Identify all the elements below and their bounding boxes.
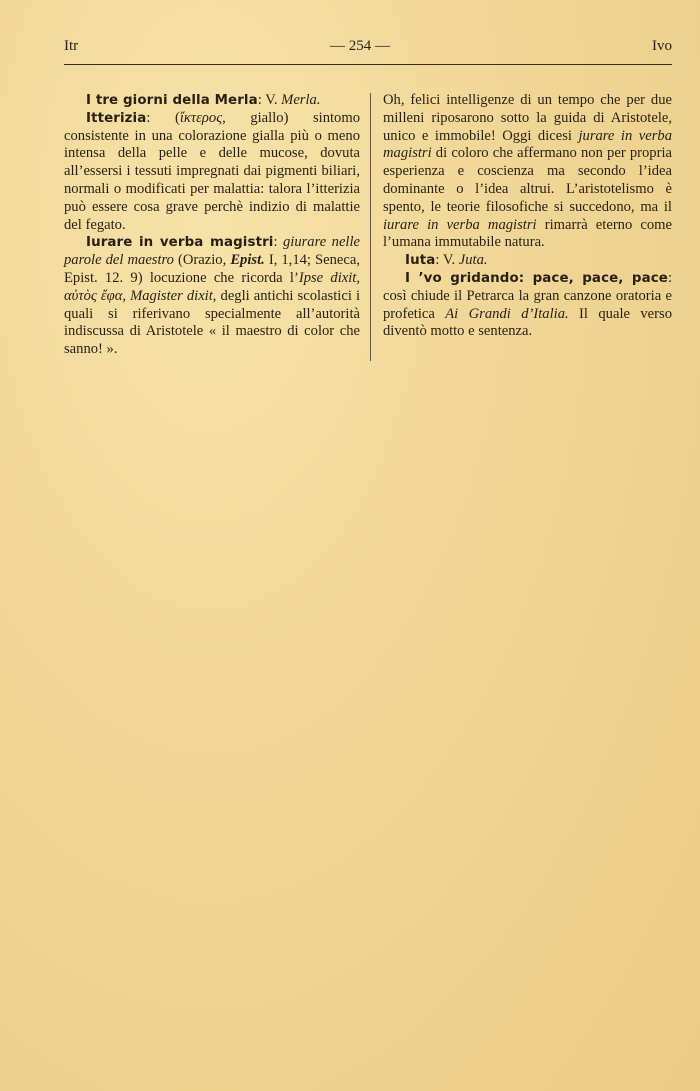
running-head <box>64 38 672 58</box>
citation-title: Epist. <box>230 252 265 269</box>
cross-reference: Juta. <box>458 252 488 269</box>
continuation-paragraph <box>383 92 672 252</box>
entry-i-tre-giorni-della-merla <box>64 92 360 110</box>
entry-iuta <box>383 252 672 270</box>
entry-text: , degli antichi scolastici i quali si riferivano specialmente all’autorità indiscussa di Aristotele « il maestro di color che sanno! ». <box>64 287 360 358</box>
running-head-left: Itr <box>64 38 79 54</box>
left-column <box>64 92 360 359</box>
greek-etymology: ἴκτερος <box>179 109 223 126</box>
entry-separator: : <box>257 92 266 108</box>
header-rule <box>64 64 672 65</box>
entry-term: Itterizia <box>86 110 147 126</box>
latin-phrase: iurare in verba magistri <box>383 216 537 233</box>
entry-text: , giallo) sintomo consistente in una colorazione gialla più o meno intensa della pelle e delle mucose, dovuta all’essersi i tessuti impregnati dai pigmenti biliari, normali o modificati per malattia: talora l’itterizia può essere cosa grave perchè indizio di malattie del fegato. <box>64 109 361 233</box>
entry-text: Oh, felici intelligenze di un tempo che per due milleni riposarono sotto la guida di Aristotele, unico e immobile! Oggi dicesi <box>383 92 672 144</box>
entry-term: I tre giorni della Merla <box>86 93 258 108</box>
entry-term: Iurare in verba magistri <box>86 235 274 251</box>
entry-separator: : <box>146 109 175 126</box>
entry-text: V. <box>265 92 282 108</box>
entry-term: I ’vo gridando: pace, pace, pace <box>405 270 668 286</box>
entry-text: rimarrà eterno come l’umana immutabile natura. <box>383 216 673 251</box>
entry-text: Il quale verso diventò motto e sentenza. <box>383 305 672 340</box>
entry-text: V. <box>442 252 459 269</box>
cross-reference: Merla. <box>281 92 321 108</box>
latin-phrase: jurare in verba magistri <box>383 127 673 162</box>
entry-itterizia <box>64 110 360 235</box>
entry-text: così chiude il Petrarca la gran canzone oratoria e profetica <box>383 287 672 322</box>
page-number: — 254 — <box>330 38 390 54</box>
poem-title: Ai Grandi d’Italia. <box>445 305 569 322</box>
entry-text: di coloro che affermano non per propria esperienza e coscienza ma secondo l’idea dominante o l’idea altrui. L’aristotelismo è spento, le teorie filosofiche si succedono, ma il <box>383 145 672 215</box>
translation: giurare nelle parole del maestro <box>64 234 361 269</box>
running-head-right: Ivo <box>652 38 672 54</box>
entry-text: ( <box>175 109 180 126</box>
entry-separator: : <box>667 269 672 286</box>
entry-i-vo-gridando <box>383 270 672 341</box>
entry-text: I, 1,14; Seneca, Epist. 12. 9) locuzione che ricorda l’ <box>64 252 361 286</box>
entry-text: (Orazio, <box>173 252 231 269</box>
entry-term: Iuta <box>405 253 436 269</box>
latin-phrase: Ipse dixit, αὐτὸς ἔφα, Magister dixit <box>64 269 360 304</box>
entry-iurare-in-verba-magistri <box>64 234 360 359</box>
entry-separator: : <box>435 252 443 269</box>
right-column <box>383 92 672 341</box>
entry-separator: : <box>273 234 283 251</box>
column-divider <box>370 93 371 361</box>
